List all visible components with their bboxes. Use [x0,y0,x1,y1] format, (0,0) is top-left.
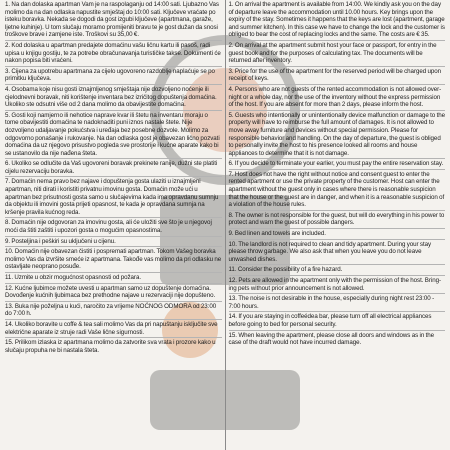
rule-separator [5,84,222,85]
croatian-rule-14: 14. Ukoliko boravite u coffe & tea sali molimo Vas da pri napuštanju isključite sve električne aparate iz struje radi Vaše lične sigurnosti. [5,320,218,336]
english-rule-7: 7. Host does not have the right without notice and consent guest to enter the rented apartment or use the private property of the customer. Host can enter the apartment without the guest only in cases where there is reasonable suspicion that the house or the guest are in danger, and when it is a reasonable suspicion of a violation of the house rules. [228,170,445,209]
house-rules-croatian-column [2,0,225,450]
english-rule-14: 14. If you are staying in coffeédea bar, please turn off all electrical appliances before going to bed for personal security. [228,313,432,328]
croatian-rule-5: 5. Gosti koji namjerno ili nehotice naprave kvar ili štetu na inventaru moraju o tome obavijestiti domaćina te nadoknaditi puni iznos nastale štete. Nije dozvoljeno udaljavanje pokućstva i uređaja bez posebne dozvole. Molimo za odgovorno ponašanje i rukovanje. Na dan odlaska gost je obavezan lično pozvati domaćina da uz njegovo prisustvo pogleda sve prostorije i kućne aparate kako bi se ustanovilo da nije nađena šteta. [5,111,220,157]
croatian-rule-3: 3. Cijena za upotrebu apartmana za cijelo ugovoreno razdoblje naplaćuje se po primitku ključeva. [5,67,215,83]
rule-separator [229,110,446,111]
english-rule-13: 13. The noise is not desirable in the house, especially during night rest 23:00 - 7:00 hours. [228,295,435,310]
croatian-rule-15: 15. Prilikom izlaska iz apartmana molimo da zatvorite sva vrata i prozore kako u slučaju propuha ne bi nastala šteta. [5,339,216,354]
rule-separator [5,176,222,177]
rule-separator [229,84,446,85]
croatian-rule-10: 10. Domaćin nije obavezan čistiti i pospremati apartman. Tokom Vašeg boravka molimo Vas da izvršite smeće iz apartmana. Takođe vas molimo da pri odlasku ne ostavljate neoprano posuđe. [5,248,222,271]
rule-separator [229,275,446,276]
rule-separator [5,337,222,338]
rule-separator [229,228,446,229]
rule-separator [5,217,222,218]
croatian-rule-7: 7. Domaćin nema pravo bez najave i dopuštenja gosta ulaziti u iznajmljeni apartman, niti dirati i koristiti privatnu imovinu gosta. Domaćin može ući u apartman bez prisutnosti gosta samo u slučajevima kada ima opravdanu sumnju da objektu ili imovini gosta prijeti opasnost, te kada je opravdana sumnja na kršenje pravila kućnog reda. [5,178,219,216]
english-rule-2: 2. On arrival at the apartment submit host your face or passport, for entry in the guest book and for the purposes of calculating tax. The documents will be returned after inventory. [228,41,437,65]
english-rule-8: 8. The owner is not responsible for the guest, but will do everything in his power to protect and warn the guest of possible dangers. [228,211,445,227]
rule-separator [229,40,446,41]
rule-separator [5,158,222,159]
croatian-rule-12: 12. Kućne ljubimce možete uvesti u apartman samo uz dopuštenje domaćina. Dovođenje kućnih ljubimaca bez prethodne najave u rezervaciji nije dopušteno. [5,284,216,300]
rule-separator [229,311,446,312]
english-rule-9: 9. Bed linen and towels are included. [228,230,326,238]
rule-separator [5,283,222,284]
croatian-rule-13: 13. Buka nije poželjna u kući, naročito za vrijeme NOĆNOG ODMORA od 23:00 do 7:00 h. [5,302,217,318]
rule-separator [5,272,222,273]
croatian-rule-11: 11. Uzmite u obzir mogućnost opasnosti od požara. [5,274,142,281]
english-rule-10: 10. The landlord is not required to clean and tidy apartment. During your stay please throw garbage. We also ask that when you leave you do not leave unwashed dishes. [228,240,432,263]
english-rule-11: 11. Consider the possibility of a fire hazard. [228,266,343,274]
english-rule-3: 3. Price for the use of the apartment for the reserved period will be charged upon receipt of keys. [228,67,442,83]
house-rules-document [2,0,448,450]
rule-separator [5,319,222,320]
croatian-rule-2: 2. Kod dolaska u apartman predajete domaćinu vašu ličnu kartu ili pasoš, radi upisa u knjigu gostiju, te za potrebe obračunavanja turističke takse. Dokumenti će nakon popisa biti vraćeni. [5,41,221,65]
english-rule-6: 6. If you decide to terminate your earlier, you must pay the entire reservation stay. [228,160,444,168]
croatian-rule-4: 4. Osobama koje nisu gosti iznajmljenog smještaja nije dozvoljeno noćenje ili cjelodnevni boravak, niti korištenje inventara bez izričitog dopuštenja domaćina. Ukoliko ste odsutni više od 2 dana molimo da obavijestite domaćina. [5,85,217,109]
rule-separator [229,210,446,211]
rule-separator [5,246,222,247]
english-rule-12: 12. Pets are allowed in the apartment only with the permission of the host. Bring-ing pets without prior announcement is not allowed. [228,277,442,292]
english-rule-5: 5. Guests who intentionally or unintentionally device malfunction or damage to the property will have to reimburse the full amount of damages. It is not allowed to move away furniture and devices without special permission. Please for responsible behavior and handling. On the day of departure, the guest is obliged to personally invite the host to his presence looked all rooms and house appliances to determine that it is not damage. [228,111,446,157]
house-rules-english-column [226,0,449,450]
croatian-rule-9: 9. Posteljina i peškiri su uključeni u cijenu. [5,237,116,245]
croatian-rule-8: 8. Domaćin nije odgovoran za imovinu gosta, ali će uložiti sve što je u njegovoj moći da štiti zaštiti i upozori gosta o mogućim opasnostima. [5,219,212,235]
rule-separator [229,264,446,265]
rule-separator [229,330,446,331]
rule-separator [5,66,222,67]
croatian-rule-1: 1. Na dan dolaska apartman Vam je na raspolaganju od 14:00 sati. Ljubazno Vas molimo da na dan odlaska napustite smještaj do 10:00 sati. Ključeve vraćate po isteku boravka. Nekada se dogodi da gost izgubi ključeve (apartmana, garaže, ljetne kuhinje). U tom slučaju moramo promijeniti bravu te je gost dužan da snosi troškove brave i zamjene iste. Troškovi su 35,00 €. [5,1,219,39]
english-rule-15: 15. When leaving the apartment, please close all doors and windows as in the case of the draft would not have incurred damage. [228,331,435,347]
rule-separator [5,110,222,111]
rule-separator [5,236,222,237]
rule-separator [5,40,222,41]
english-rule-4: 4. Persons who are not guests of the rented accommodation is not allowed over-night or a whole day, nor the use of the inventory without the express permission of the host. If you are absent for more than 2 days, please inform the host. [228,85,442,109]
rule-separator [229,158,446,159]
rule-separator [229,66,446,67]
english-rule-1: 1. On arrival the apartment is available from 14:00. We kindly ask you on the day of departure leave the accommodation until 10.00 hours. Key brings upon the expiry of the stay. Sometimes it happens that the keys are lost (apartment, garage and summer kitchen). In this case we have to change the lock and the customer is obliged to bear the cost of replacing locks and the same. The costs are € 35. [228,1,445,39]
croatian-rule-6: 6. Ukoliko se odlučite da Vaš ugovoreni boravak prekinete ranije, dužni ste platiti cijelu rezervaciju boravka. [5,160,218,175]
rule-separator [5,301,222,302]
rule-separator [229,293,446,294]
rule-separator [229,169,446,170]
rule-separator [229,239,446,240]
